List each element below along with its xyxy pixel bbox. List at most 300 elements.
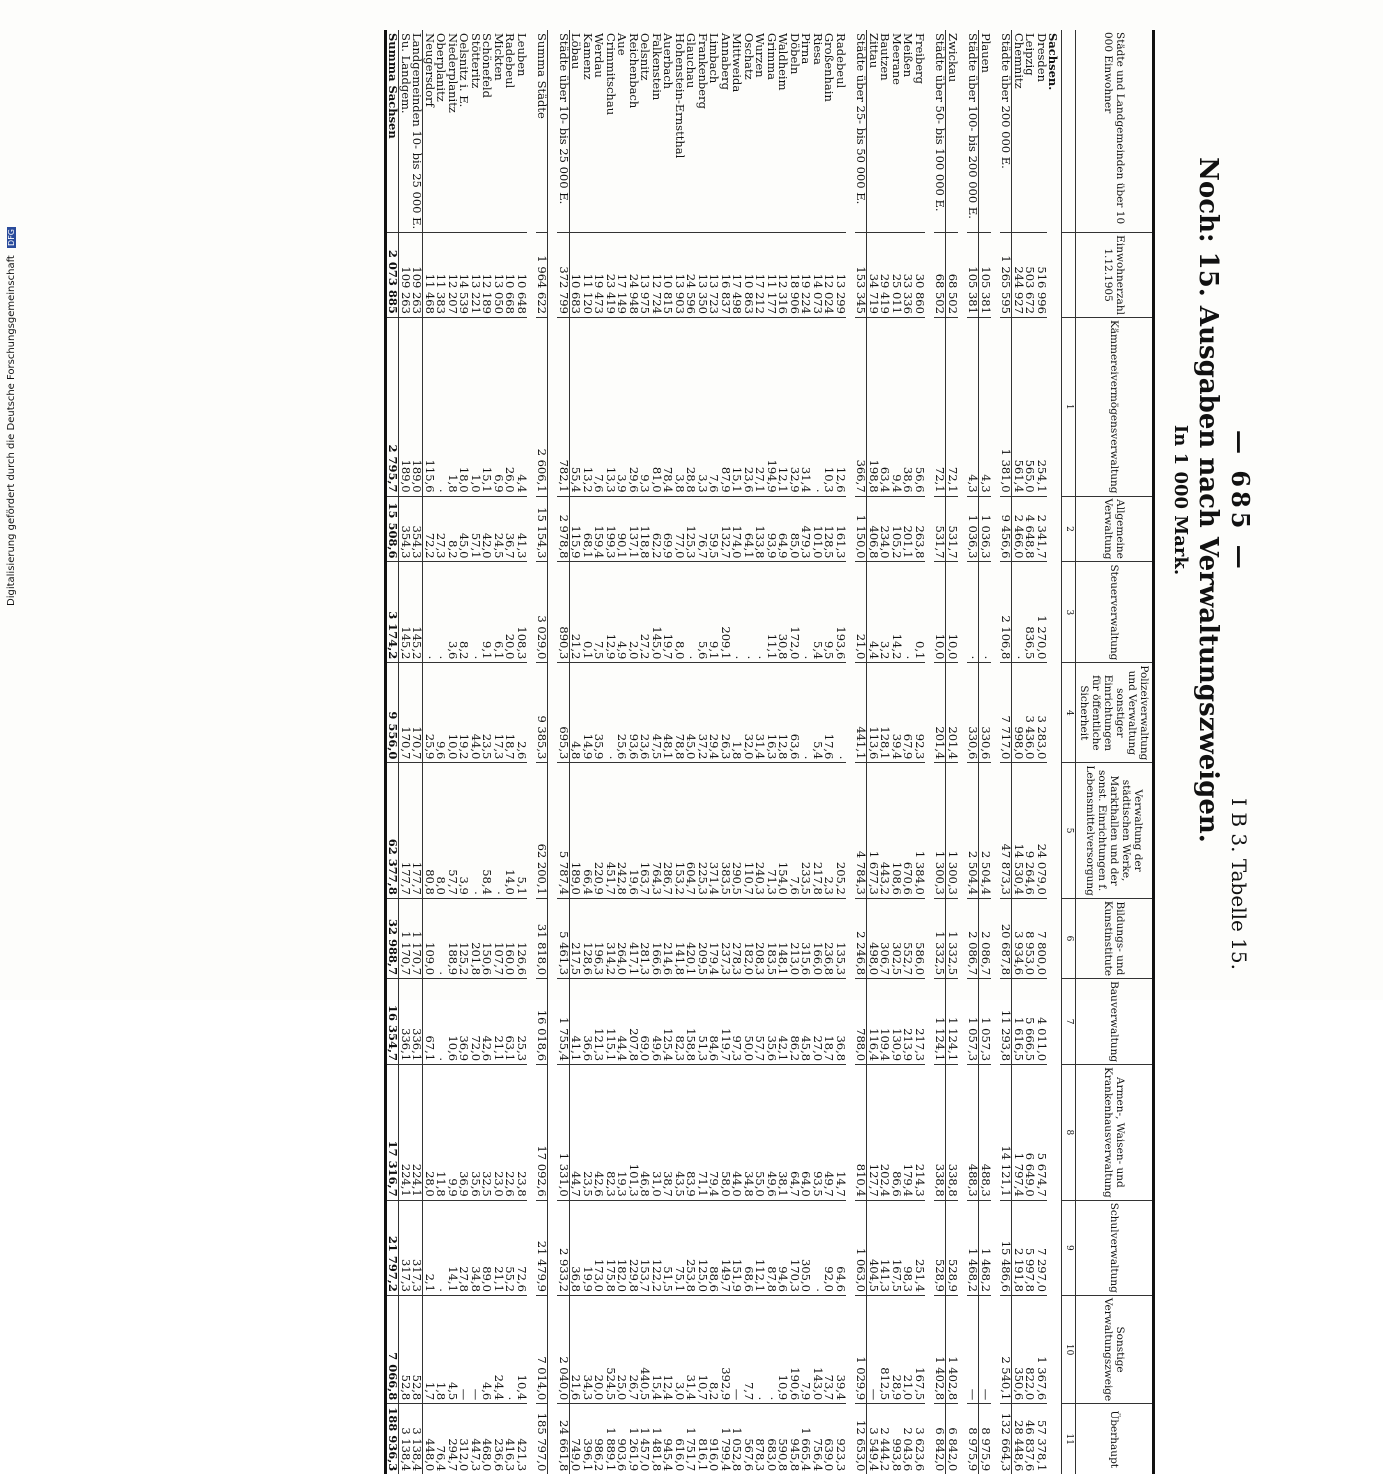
table-cell: · xyxy=(902,562,914,663)
table-cell: 14,1 xyxy=(446,1200,458,1295)
table-cell: 217,5 xyxy=(569,898,581,978)
table-cell: 34,8 xyxy=(469,1200,481,1295)
table-cell: 14,2 xyxy=(890,562,902,663)
table-cell: · xyxy=(765,1295,777,1403)
col-header-9: Schulverwaltung xyxy=(1075,1200,1153,1295)
table-row xyxy=(569,30,581,1474)
column-number: 1 xyxy=(1062,317,1075,496)
table-title: Noch: 15. Ausgaben nach Verwaltungszweigen. xyxy=(1193,157,1223,843)
row-label: Oelsnitz xyxy=(638,33,653,81)
table-cell: 10 683 xyxy=(569,233,581,318)
table-cell: 27,1 xyxy=(754,317,766,496)
table-cell: 782,1 xyxy=(557,317,569,496)
table-cell: 31,4 xyxy=(800,317,812,496)
col-header-10: Sonstige Verwaltungszweige xyxy=(1075,1295,1153,1403)
table-cell: 945,4 xyxy=(662,1404,674,1474)
table-cell: 160,0 xyxy=(504,898,516,978)
table-cell: 23,5 xyxy=(481,663,493,763)
row-label: Mickten xyxy=(491,33,506,81)
table-cell: 2,6 xyxy=(515,663,527,763)
table-cell: 12,4 xyxy=(662,1295,674,1403)
table-cell: 12 207 xyxy=(446,233,458,318)
table-cell: 17 212 xyxy=(754,233,766,318)
table-cell: 290,5 xyxy=(731,763,743,898)
rotated-table-page xyxy=(7,30,1255,1472)
table-cell: 3,6 xyxy=(446,562,458,663)
table-cell: 87,9 xyxy=(719,317,731,496)
table-cell: 15 486,6 xyxy=(1000,1200,1012,1295)
table-cell: 1,8 xyxy=(446,317,458,496)
row-label: Hohenstein-Ernstthal xyxy=(672,33,687,159)
table-cell: 1 799,4 xyxy=(719,1404,731,1474)
table-cell: 174,0 xyxy=(731,496,743,562)
table-row xyxy=(673,30,685,1474)
table-cell: 8 975,9 xyxy=(979,1404,991,1474)
table-cell: 67,1 xyxy=(423,979,435,1065)
table-cell: 14 073 xyxy=(811,233,823,318)
table-cell: 101,3 xyxy=(627,1065,639,1201)
row-label: Landgemeinden 10- bis 25 000 E. xyxy=(411,30,423,233)
table-cell: 52,8 xyxy=(411,1295,423,1403)
table-row xyxy=(492,30,504,1474)
table-cell: 1 052,8 xyxy=(731,1404,743,1474)
table-cell: — xyxy=(867,1295,879,1403)
table-cell: 756,4 xyxy=(811,1404,823,1474)
table-cell: 101,0 xyxy=(811,496,823,562)
table-cell: 46 837,6 xyxy=(1024,1404,1036,1474)
table-cell: 154,0 xyxy=(777,763,789,898)
table-cell: — xyxy=(469,1295,481,1403)
table-cell: 42,6 xyxy=(481,979,493,1065)
table-cell: 97,3 xyxy=(731,979,743,1065)
table-cell: 9 556,0 xyxy=(385,663,399,763)
row-label: Riesa xyxy=(810,33,825,65)
row-label: Döbeln xyxy=(787,33,802,75)
row-label: Städte über 200 000 E. xyxy=(1000,30,1012,233)
table-cell: 12,6 xyxy=(834,317,846,496)
table-cell: 21,0 xyxy=(902,1295,914,1403)
table-cell: 72,0 xyxy=(469,979,481,1065)
table-cell: 9,5 xyxy=(823,562,835,663)
table-row xyxy=(765,30,777,1474)
table-cell: 1 889,1 xyxy=(604,1404,616,1474)
table-reference: I B 3. Tabelle 15. xyxy=(1227,798,1251,970)
table-cell: 237,3 xyxy=(719,898,731,978)
table-cell: 7 014,0 xyxy=(536,1295,548,1403)
table-cell: 1 029,9 xyxy=(855,1295,867,1403)
table-cell: 878,3 xyxy=(754,1404,766,1474)
table-cell: 4 648,8 xyxy=(1024,496,1036,562)
table-cell: 1,0 xyxy=(469,317,481,496)
table-cell: 148,1 xyxy=(777,898,789,978)
table-cell: 93,6 xyxy=(627,663,639,763)
table-cell: 1 124,1 xyxy=(934,979,946,1065)
table-cell: 214,6 xyxy=(662,898,674,978)
table-cell: 24,4 xyxy=(492,1295,504,1403)
row-label: Werdau xyxy=(592,33,607,78)
table-cell: 3 138,4 xyxy=(411,1404,423,1474)
table-cell: 9,4 xyxy=(890,317,902,496)
table-body xyxy=(385,30,1062,1474)
table-cell: 561,4 xyxy=(1012,317,1024,496)
table-cell: 56,6 xyxy=(913,317,925,496)
table-cell: 10 863 xyxy=(742,233,754,318)
row-label: Städte über 10- bis 25 000 E. xyxy=(557,30,569,233)
table-cell: 3 283,0 xyxy=(1035,663,1047,763)
table-cell: 29,4 xyxy=(708,663,720,763)
row-label: Grimma xyxy=(764,33,779,81)
table-cell: 903,6 xyxy=(616,1404,628,1474)
table-cell: 1 036,3 xyxy=(967,496,979,562)
table-cell: 416,3 xyxy=(504,1404,516,1474)
table-cell: 1 170,7 xyxy=(399,898,411,978)
table-cell: 68 502 xyxy=(946,233,958,318)
table-cell: 11 383 xyxy=(435,233,447,318)
table-cell: 8,0 xyxy=(673,562,685,663)
table-row xyxy=(867,30,879,1474)
table-cell: 234,0 xyxy=(879,496,891,562)
table-cell: 3,2 xyxy=(879,562,891,663)
table-cell: 113,6 xyxy=(867,663,879,763)
table-cell: 21,1 xyxy=(492,1200,504,1295)
table-cell: 34 719 xyxy=(867,233,879,318)
table-cell: · xyxy=(423,562,435,663)
table-cell: 177,7 xyxy=(411,763,423,898)
table-cell: 189,0 xyxy=(399,317,411,496)
table-cell: 528,9 xyxy=(946,1200,958,1295)
table-cell: 9,1 xyxy=(708,562,720,663)
table-cell: 63,1 xyxy=(504,979,516,1065)
table-cell: 87,8 xyxy=(765,1200,777,1295)
table-cell: 42,0 xyxy=(481,496,493,562)
table-cell: 251,4 xyxy=(913,1200,925,1295)
table-cell: 822,0 xyxy=(1024,1295,1036,1403)
table-cell: 5,1 xyxy=(515,763,527,898)
table-cell: · xyxy=(731,562,743,663)
table-cell: 5 997,8 xyxy=(1024,1200,1036,1295)
page-number: — 685 — xyxy=(1226,430,1255,573)
table-cell: 153 345 xyxy=(855,233,867,318)
table-cell: 14 121,1 xyxy=(1000,1065,1012,1201)
table-cell: 16 018,6 xyxy=(536,979,548,1065)
table-cell: 24 661,8 xyxy=(557,1404,569,1474)
table-cell: 420,1 xyxy=(685,898,697,978)
table-cell: 175,8 xyxy=(604,1200,616,1295)
table-cell: 135,3 xyxy=(834,898,846,978)
table-cell: 764,3 xyxy=(650,763,662,898)
table-cell: 528,9 xyxy=(934,1200,946,1295)
table-cell: 92,0 xyxy=(823,1200,835,1295)
table-cell: 468,0 xyxy=(481,1404,493,1474)
table-cell: 109,4 xyxy=(879,979,891,1065)
row-label: Neugersdorf xyxy=(422,33,437,107)
table-cell: 993,8 xyxy=(890,1404,902,1474)
table-cell: 317,3 xyxy=(411,1200,423,1295)
table-cell: 49,6 xyxy=(650,979,662,1065)
row-label: Oberplanitz xyxy=(434,33,449,102)
table-cell: 11 120 xyxy=(581,233,593,318)
table-cell: 315,6 xyxy=(800,898,812,978)
table-cell: 6,1 xyxy=(492,562,504,663)
table-cell: 12 653,0 xyxy=(855,1404,867,1474)
row-label: Chemnitz xyxy=(1011,33,1026,89)
table-cell: 2,3 xyxy=(823,763,835,898)
table-cell: 4 784,3 xyxy=(855,763,867,898)
row-label: Städte über 25- bis 50 000 E. xyxy=(855,30,867,233)
subtotal-row xyxy=(557,30,569,1474)
table-row xyxy=(788,30,800,1474)
table-cell: 13 350 xyxy=(696,233,708,318)
table-cell: 21,0 xyxy=(855,562,867,663)
column-number: 7 xyxy=(1062,979,1075,1065)
table-cell: 2,1 xyxy=(423,1200,435,1295)
table-cell: 57,7 xyxy=(754,979,766,1065)
table-cell: 14,9 xyxy=(581,663,593,763)
row-label: Zwickau xyxy=(945,33,960,83)
table-cell: 17,3 xyxy=(492,663,504,763)
table-cell: 173,0 xyxy=(593,1200,605,1295)
row-label: Zittau xyxy=(866,33,881,69)
table-cell: 5 787,4 xyxy=(557,763,569,898)
table-cell: 92,3 xyxy=(913,663,925,763)
table-cell: 488,3 xyxy=(967,1065,979,1201)
table-cell: 21 479,9 xyxy=(536,1200,548,1295)
table-cell: 47,5 xyxy=(650,663,662,763)
subtotal-row xyxy=(967,30,979,1474)
row-label: Großenhain xyxy=(822,33,837,102)
table-cell: 338,8 xyxy=(946,1065,958,1201)
table-cell: 44,4 xyxy=(616,979,628,1065)
table-row xyxy=(696,30,708,1474)
table-cell: 3,9 xyxy=(458,763,470,898)
table-cell: 64,6 xyxy=(834,1200,846,1295)
table-cell: 42,1 xyxy=(777,979,789,1065)
row-label: Pirna xyxy=(799,33,814,65)
row-label: Radebeul xyxy=(833,33,848,89)
table-cell: 9,6 xyxy=(435,663,447,763)
table-cell: 213,9 xyxy=(902,979,914,1065)
table-cell: 220,9 xyxy=(593,763,605,898)
table-cell: 2,0 xyxy=(627,562,639,663)
table-cell: 10 648 xyxy=(515,233,527,318)
col-header-3: Steuerverwaltung xyxy=(1075,562,1153,663)
table-cell: 64,9 xyxy=(777,496,789,562)
row-label: Leuben xyxy=(514,33,529,77)
table-cell: 7,7 xyxy=(742,1295,754,1403)
table-cell: 3 174,2 xyxy=(385,562,399,663)
table-cell: 4 011,0 xyxy=(1035,979,1047,1065)
table-cell: 36,8 xyxy=(569,1200,581,1295)
table-cell: 5,6 xyxy=(696,562,708,663)
table-cell: 5,4 xyxy=(811,663,823,763)
table-row xyxy=(446,30,458,1474)
table-cell: 52,8 xyxy=(399,1295,411,1403)
table-row xyxy=(399,30,411,1474)
row-label: Falkenstein xyxy=(649,33,664,101)
table-cell: 163,7 xyxy=(639,763,651,898)
table-cell: 36,7 xyxy=(504,496,516,562)
table-cell: 1 170,7 xyxy=(411,898,423,978)
table-cell: 170,3 xyxy=(788,1200,800,1295)
table-cell: 10,0 xyxy=(934,562,946,663)
table-cell: 1 063,0 xyxy=(855,1200,867,1295)
table-cell: 2 978,8 xyxy=(557,496,569,562)
table-cell: 25 011 xyxy=(890,233,902,318)
table-cell: 17 498 xyxy=(731,233,743,318)
table-cell: 72,6 xyxy=(515,1200,527,1295)
table-cell: · xyxy=(435,979,447,1065)
table-cell: 1 036,3 xyxy=(979,496,991,562)
table-cell: 531,7 xyxy=(934,496,946,562)
table-cell: 46,8 xyxy=(639,1065,651,1201)
table-cell: 3 934,6 xyxy=(1012,898,1024,978)
table-cell: 90,1 xyxy=(616,496,628,562)
table-cell: 32,0 xyxy=(742,663,754,763)
column-number: 5 xyxy=(1062,763,1075,898)
table-cell: 80,8 xyxy=(423,763,435,898)
table-cell: 10,0 xyxy=(946,562,958,663)
table-cell: 30,8 xyxy=(777,562,789,663)
table-cell: 7,6 xyxy=(788,763,800,898)
table-cell: 12 024 xyxy=(823,233,835,318)
table-cell: 312,0 xyxy=(458,1404,470,1474)
row-label: Meerane xyxy=(889,33,904,85)
table-cell: 86,2 xyxy=(788,979,800,1065)
table-cell: 586,0 xyxy=(913,898,925,978)
table-cell: 15 154,3 xyxy=(536,496,548,562)
table-cell: 36,9 xyxy=(458,979,470,1065)
table-cell: 126,6 xyxy=(515,898,527,978)
table-cell: 13 723 xyxy=(708,233,720,318)
table-cell: 670,6 xyxy=(902,763,914,898)
table-cell: 6 842,0 xyxy=(946,1404,958,1474)
table-cell: 72,1 xyxy=(946,317,958,496)
table-cell: 49,6 xyxy=(765,1065,777,1201)
table-cell: 20,0 xyxy=(593,1295,605,1403)
table-row xyxy=(1035,30,1047,1474)
table-cell: 153,2 xyxy=(673,763,685,898)
table-cell: 57,7 xyxy=(446,763,458,898)
table-cell: 15,1 xyxy=(481,317,493,496)
table-cell: 12,9 xyxy=(604,562,616,663)
row-label: Radebeul xyxy=(503,33,518,89)
table-cell: 69,0 xyxy=(639,979,651,1065)
table-cell: 71,1 xyxy=(696,1065,708,1201)
table-cell: 198,8 xyxy=(867,317,879,496)
table-cell: 32,5 xyxy=(481,1065,493,1201)
row-label: Schönefeld xyxy=(480,33,495,98)
table-cell: 2 606,1 xyxy=(536,317,548,496)
table-cell: 115,6 xyxy=(423,317,435,496)
row-label: Städte über 100- bis 200 000 E. xyxy=(967,30,979,233)
table-cell: 16,3 xyxy=(765,663,777,763)
table-cell: 64,1 xyxy=(742,496,754,562)
table-cell: 34,3 xyxy=(581,1295,593,1403)
table-cell: 201,8 xyxy=(469,898,481,978)
table-row xyxy=(616,30,628,1474)
table-cell: · xyxy=(435,898,447,978)
table-cell: 1 468,2 xyxy=(967,1200,979,1295)
table-cell: 330,6 xyxy=(967,663,979,763)
table-cell: 71,3 xyxy=(765,763,777,898)
table-cell: · xyxy=(1012,562,1024,663)
table-cell: · xyxy=(604,663,616,763)
table-cell: 19,7 xyxy=(662,562,674,663)
table-cell: 35,6 xyxy=(469,1065,481,1201)
column-number: 6 xyxy=(1062,898,1075,978)
table-cell: 25,0 xyxy=(616,1295,628,1403)
table-cell: 151,9 xyxy=(731,1200,743,1295)
table-cell: 29 419 xyxy=(879,233,891,318)
table-cell: 4,6 xyxy=(481,1295,493,1403)
table-cell: 107,7 xyxy=(492,898,504,978)
table-cell: 306,7 xyxy=(879,898,891,978)
table-cell: 317,3 xyxy=(399,1200,411,1295)
table-cell: 8,0 xyxy=(435,763,447,898)
table-cell: 11,1 xyxy=(765,562,777,663)
table-cell: 552,7 xyxy=(902,898,914,978)
column-number: 3 xyxy=(1062,562,1075,663)
table-cell: 3 138,4 xyxy=(399,1404,411,1474)
table-cell: 82,3 xyxy=(673,979,685,1065)
table-cell: 1 481,8 xyxy=(650,1404,662,1474)
table-cell: 217,8 xyxy=(811,763,823,898)
table-cell: 36,8 xyxy=(834,979,846,1065)
row-label: Freiberg xyxy=(912,33,927,84)
col-header-name: Städte und Landgemeinden über 10 000 Einwohner xyxy=(1075,30,1153,233)
table-cell: 421,3 xyxy=(515,1404,527,1474)
table-cell: · xyxy=(435,317,447,496)
table-cell: 62 377,8 xyxy=(385,763,399,898)
credit-text: Digitalisierung gefördert durch die Deutsche Forschungsgemeinschaft xyxy=(6,255,17,606)
col-header-pop: Einwohnerzahl 1.12.1905 xyxy=(1075,233,1153,318)
table-row xyxy=(581,30,593,1474)
table-cell: 62,2 xyxy=(650,496,662,562)
table-cell: 749,0 xyxy=(569,1404,581,1474)
table-cell: 1 300,3 xyxy=(934,763,946,898)
table-cell: 7,6 xyxy=(708,317,720,496)
table-cell: 516 996 xyxy=(1035,233,1047,318)
table-cell: 5,4 xyxy=(811,562,823,663)
table-cell: 2 106,8 xyxy=(1000,562,1012,663)
table-cell: 189,0 xyxy=(411,317,423,496)
table-cell: 1 332,5 xyxy=(946,898,958,978)
table-cell: 119,7 xyxy=(719,979,731,1065)
table-cell: 109,0 xyxy=(423,898,435,978)
table-cell: 38,6 xyxy=(902,317,914,496)
table-cell: 2 086,7 xyxy=(979,898,991,978)
table-cell: 2 246,8 xyxy=(855,898,867,978)
table-cell: 14 530,4 xyxy=(1012,763,1024,898)
table-cell: 27,3 xyxy=(435,496,447,562)
table-cell: 4,3 xyxy=(979,317,991,496)
table-cell: 76,4 xyxy=(435,1404,447,1474)
table-cell: · xyxy=(967,562,979,663)
subtotal-row xyxy=(934,30,946,1474)
table-cell: 986,2 xyxy=(593,1404,605,1474)
table-cell: 81,0 xyxy=(650,317,662,496)
table-cell: 923,3 xyxy=(834,1404,846,1474)
table-cell: 3 029,0 xyxy=(536,562,548,663)
table-cell: 11 177 xyxy=(765,233,777,318)
table-cell: 590,8 xyxy=(777,1404,789,1474)
table-cell: 263,8 xyxy=(913,496,925,562)
table-cell: 233,5 xyxy=(800,763,812,898)
table-cell: 158,8 xyxy=(685,979,697,1065)
table-cell: 78,8 xyxy=(673,663,685,763)
dfg-logo: DFG xyxy=(7,229,16,246)
row-label: Städte über 50- bis 100 000 E. xyxy=(934,30,946,233)
